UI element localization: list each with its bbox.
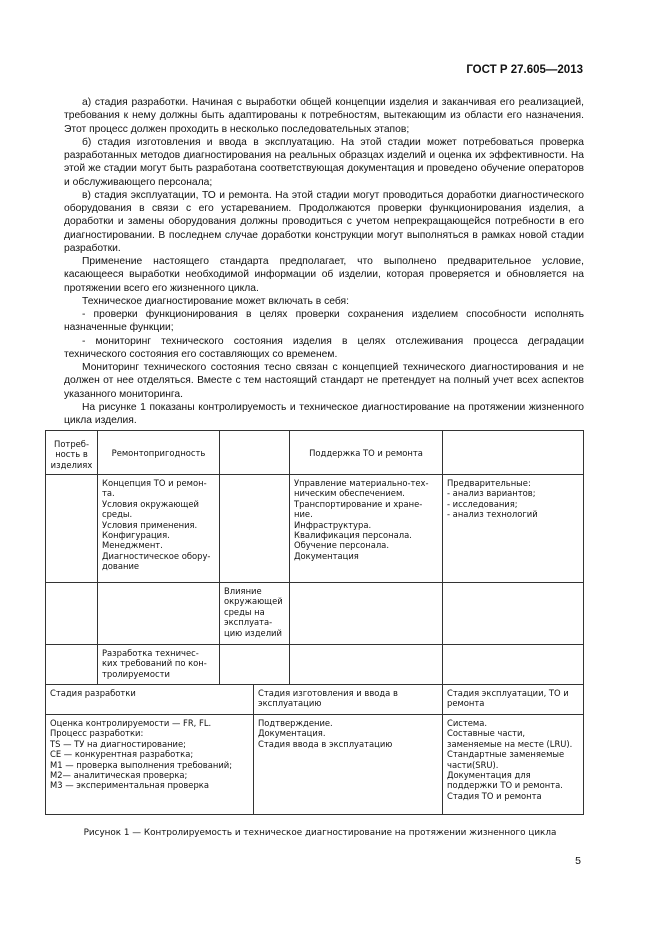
stage-manufacturing: Стадия изготовления и ввода в эксплуатацию bbox=[254, 685, 443, 715]
paragraph: а) стадия разработки. Начиная с выработки общей концепции изделия и заканчивая его реализацией, требования к нему должны быть адаптированы к потребностям, вытекающим из области его назначения. Этот процесс должен проходить в несколько последовательных этапов; bbox=[64, 97, 584, 135]
maintainability-header: Ремонтопригодность bbox=[98, 431, 220, 475]
preliminary-cell: Предварительные: - анализ вариантов; - исследования; - анализ технологий bbox=[443, 475, 584, 583]
empty-cell bbox=[443, 431, 584, 475]
figure-caption: Рисунок 1 — Контролируемость и техническое диагностирование на протяжении жизненного цикла bbox=[83, 828, 557, 838]
paragraph: На рисунке 1 показаны контролируемость и техническое диагностирование на протяжении жизненного цикла изделия. bbox=[64, 401, 584, 426]
paragraph: Техническое диагностирование может включать в себя: bbox=[82, 295, 349, 307]
stage-operation: Стадия эксплуатации, ТО и ремонта bbox=[443, 685, 584, 715]
empty-cell bbox=[220, 475, 290, 583]
empty-cell bbox=[46, 475, 98, 583]
empty-cell bbox=[98, 583, 220, 645]
empty-cell bbox=[46, 583, 98, 645]
lifecycle-table-stages bbox=[45, 684, 584, 815]
empty-cell bbox=[290, 583, 443, 645]
operation-details: Система. Составные части, заменяемые на месте (LRU). Стандартные заменяемые части(SRU). Документация для поддержки ТО и ремонта. Стадия ТО и ремонта bbox=[443, 715, 584, 815]
maintenance-concept-cell: Концепция ТО и ремон-та. Условия окружающей среды. Условия применения. Конфигурация. Менеджмент. Диагностическое обору-дование bbox=[98, 475, 220, 583]
manufacturing-details: Подтверждение. Документация. Стадия ввода в эксплуатацию bbox=[254, 715, 443, 815]
empty-cell bbox=[220, 431, 290, 475]
body-text bbox=[64, 96, 584, 427]
empty-cell bbox=[46, 645, 98, 685]
paragraph: Применение настоящего стандарта предполагает, что выполнено предварительное условие, касающееся выработки необходимой информации об изделии, которая проверяется и обновляется на протяжении всего его жизненного цикла. bbox=[64, 256, 584, 294]
needs-header: Потреб-ность в изделиях bbox=[46, 431, 98, 475]
page-number: 5 bbox=[575, 855, 581, 867]
support-header: Поддержка ТО и ремонта bbox=[290, 431, 443, 475]
development-details: Оценка контролируемости — FR, FL. Процесс разработки: TS — ТУ на диагностирование; CE — конкурентная разработка; M1 — проверка выполнения требований; M2— аналитическая проверка; M3 — экспериментальная проверка bbox=[46, 715, 254, 815]
paragraph: - мониторинг технического состояния изделия в целях отслеживания процесса деградации технического состояния его составляющих со временем. bbox=[64, 335, 584, 360]
empty-cell bbox=[290, 645, 443, 685]
empty-cell bbox=[220, 645, 290, 685]
document-header: ГОСТ Р 27.605—2013 bbox=[466, 64, 583, 76]
empty-cell bbox=[443, 645, 584, 685]
paragraph: Мониторинг технического состояния тесно связан с концепцией технического диагностирования и не должен от нее отделяться. Вместе с тем настоящий стандарт не претендует на полный учет всех аспектов указанного мониторинга. bbox=[64, 362, 584, 400]
logistics-cell: Управление материально-тех-ническим обеспечением. Транспортирование и хране-ние. Инфраструктура. Квалификация персонала. Обучение персонала. Документация bbox=[290, 475, 443, 583]
empty-cell bbox=[443, 583, 584, 645]
environment-cell: Влияние окружающей среды на эксплуата- цию изделий bbox=[220, 583, 290, 645]
figure-1 bbox=[45, 430, 583, 815]
lifecycle-table-top bbox=[45, 430, 584, 685]
paragraph: - проверки функционирования в целях проверки сохранения изделием способности исполнять назначенные функции; bbox=[64, 309, 584, 334]
paragraph: б) стадия изготовления и ввода в эксплуатацию. На этой стадии может потребоваться проверка разработанных методов диагностирования на реальных образцах изделий и оценка их эффективности. На этой же стадии могут быть разработана соответствующая документация и проведено обучение операторов и обслуживающего персонала; bbox=[64, 136, 584, 188]
stage-development: Стадия разработки bbox=[46, 685, 254, 715]
requirements-cell: Разработка техничес- ких требований по кон- тролируемости bbox=[98, 645, 220, 685]
paragraph: в) стадия эксплуатации, ТО и ремонта. На этой стадии могут проводиться доработки диагностического оборудования в связи с его устареванием. Продолжаются проверки функционирования изделия, а доработки и замены оборудования должны проводиться с учетом непрекращающейся потребности в его диагностировании. В последнем случае доработки конструкции могут выполняться в рамках новой стадии разработки. bbox=[64, 189, 584, 254]
